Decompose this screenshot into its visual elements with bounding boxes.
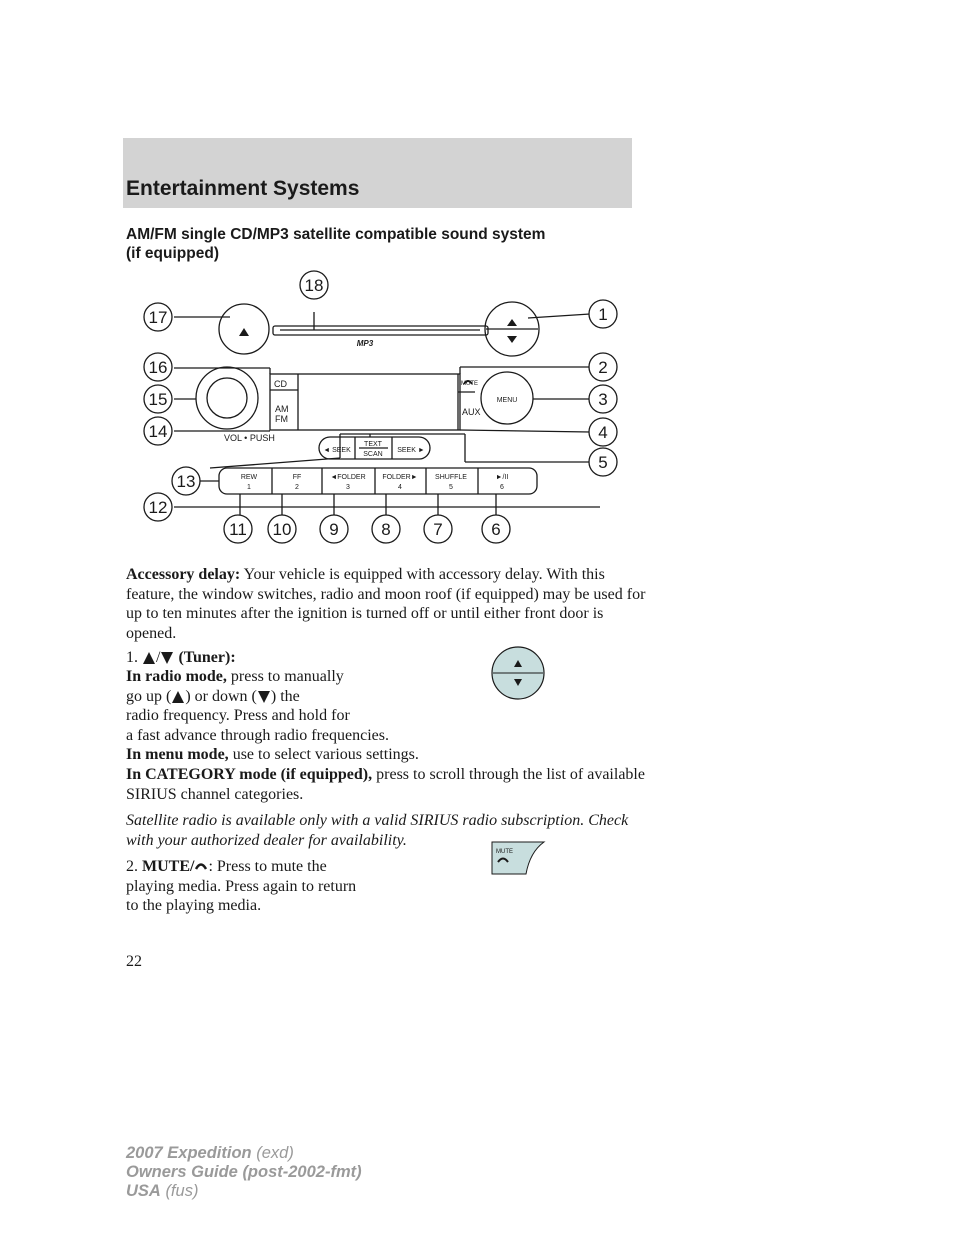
item1-number: 1.	[126, 649, 138, 666]
cd-label: CD	[274, 379, 287, 389]
down-arrow-inline-icon	[257, 690, 271, 704]
preset-6-num: 6	[500, 484, 504, 491]
up-arrow-icon	[142, 651, 156, 665]
preset-1-num: 1	[247, 484, 251, 491]
callout-number-7: 7	[433, 520, 443, 539]
eject-icon	[239, 328, 249, 336]
preset-3-top: ◄FOLDER	[330, 474, 366, 481]
callout-number-12: 12	[148, 498, 168, 517]
seek-left-label: ◄ SEEK	[323, 447, 351, 454]
callout-number-4: 4	[598, 423, 608, 442]
item2-number: 2.	[126, 858, 138, 875]
mp3-logo: MP3	[356, 339, 374, 348]
aux-label: AUX	[462, 407, 481, 417]
text-label: TEXT	[364, 441, 382, 448]
preset-2-num: 2	[295, 484, 299, 491]
menu-label: MENU	[496, 397, 518, 404]
item2-text1: : Press to mute the	[208, 858, 327, 875]
menu-mode-label: In menu mode,	[126, 746, 229, 763]
radio-mode-text2b: ) or down (	[185, 687, 257, 705]
callout-number-18: 18	[304, 276, 324, 295]
footer-model-code: (exd)	[256, 1144, 294, 1162]
mute-button-icon	[490, 838, 550, 876]
footer	[126, 1144, 362, 1201]
callout-number-6: 6	[491, 520, 501, 539]
callout-number-14: 14	[148, 422, 168, 441]
preset-5-num: 5	[449, 484, 453, 491]
radio-mode-text4: a fast advance through radio frequencies.	[126, 726, 389, 744]
callout-number-8: 8	[381, 520, 391, 539]
seek-right-label: SEEK ►	[397, 447, 425, 454]
footer-guide: Owners Guide (post-2002-fmt)	[126, 1163, 362, 1181]
volume-knob	[196, 367, 258, 429]
callout-group	[144, 271, 617, 543]
callout-number-1: 1	[598, 305, 608, 324]
tuner-button-icon	[490, 645, 546, 701]
fm-label: FM	[275, 414, 288, 424]
callout-number-5: 5	[598, 453, 608, 472]
callout-number-9: 9	[329, 520, 339, 539]
preset-6-top: ►/II	[495, 474, 509, 481]
preset-3-num: 3	[346, 484, 350, 491]
preset-2-top: FF	[292, 474, 302, 481]
item2-paragraph	[126, 857, 486, 916]
footer-market: USA	[126, 1182, 161, 1200]
item2-label: MUTE/	[142, 858, 195, 875]
category-text: press to scroll through the list of available SIRIUS channel categories.	[126, 766, 645, 803]
phone-inline-icon	[194, 861, 208, 871]
preset-4-num: 4	[398, 484, 402, 491]
item1-heading	[126, 648, 646, 668]
section-title-line2: (if equipped)	[126, 245, 219, 262]
footer-model: 2007 Expedition	[126, 1144, 252, 1162]
callout-number-2: 2	[598, 358, 608, 377]
accessory-paragraph	[126, 565, 646, 643]
radio-mode-text2c: ) the	[270, 687, 300, 705]
callout-number-10: 10	[272, 520, 292, 539]
callout-number-16: 16	[148, 358, 168, 377]
satellite-note	[126, 811, 646, 850]
preset-1-top: REW	[240, 474, 258, 481]
mute-label: MUTE	[461, 381, 478, 387]
callout-number-13: 13	[176, 472, 196, 491]
scan-label: SCAN	[363, 451, 383, 458]
down-arrow-icon	[160, 651, 174, 665]
radio-mode-text2a: go up (	[126, 687, 172, 705]
item2-text3: to the playing media.	[126, 897, 262, 914]
tune-up-icon	[507, 319, 517, 326]
radio-mode-text1: press to manually	[230, 668, 344, 685]
footer-market-code: (fus)	[165, 1182, 199, 1200]
preset-5-top: SHUFFLE	[435, 474, 467, 481]
page-header-title: Entertainment Systems	[126, 177, 360, 200]
preset-bar	[219, 468, 537, 494]
tune-down-icon	[507, 336, 517, 343]
section-title	[126, 225, 646, 263]
page-number: 22	[126, 953, 142, 970]
callout-number-11: 11	[229, 520, 247, 539]
accessory-label: Accessory delay:	[126, 566, 241, 583]
item2-text2: playing media. Press again to return	[126, 877, 357, 895]
callout-number-17: 17	[148, 308, 168, 327]
mute-icon-label: MUTE	[496, 849, 513, 855]
section-title-line1: AM/FM single CD/MP3 satellite compatible sound system	[126, 226, 546, 243]
radio-mode-label: In radio mode,	[126, 668, 227, 685]
category-paragraph	[126, 765, 646, 804]
vol-push-label: VOL • PUSH	[224, 433, 275, 443]
category-label: In CATEGORY mode (if equipped),	[126, 766, 373, 783]
up-arrow-inline-icon	[171, 690, 185, 704]
item1-label: (Tuner):	[178, 649, 236, 666]
am-label: AM	[275, 404, 289, 414]
satellite-note-text: Satellite radio is available only with a valid SIRIUS radio subscription. Check with your authorized dealer for availability.	[126, 812, 629, 849]
menu-mode-text: use to select various settings.	[232, 746, 419, 763]
radio-mode-text3: radio frequency. Press and hold for	[126, 707, 350, 724]
radio-mode-paragraph	[126, 667, 486, 765]
callout-number-15: 15	[148, 390, 168, 409]
item1-slash: /	[156, 649, 161, 666]
preset-4-top: FOLDER►	[382, 474, 418, 481]
accessory-text: Your vehicle is equipped with accessory delay. With this feature, the window switches, radio and moon roof (if equipped) may be used for up to ten minutes after the ignition is turned off or until either front door is opened.	[126, 566, 646, 642]
radio-diagram	[130, 270, 630, 548]
callout-number-3: 3	[598, 390, 608, 409]
